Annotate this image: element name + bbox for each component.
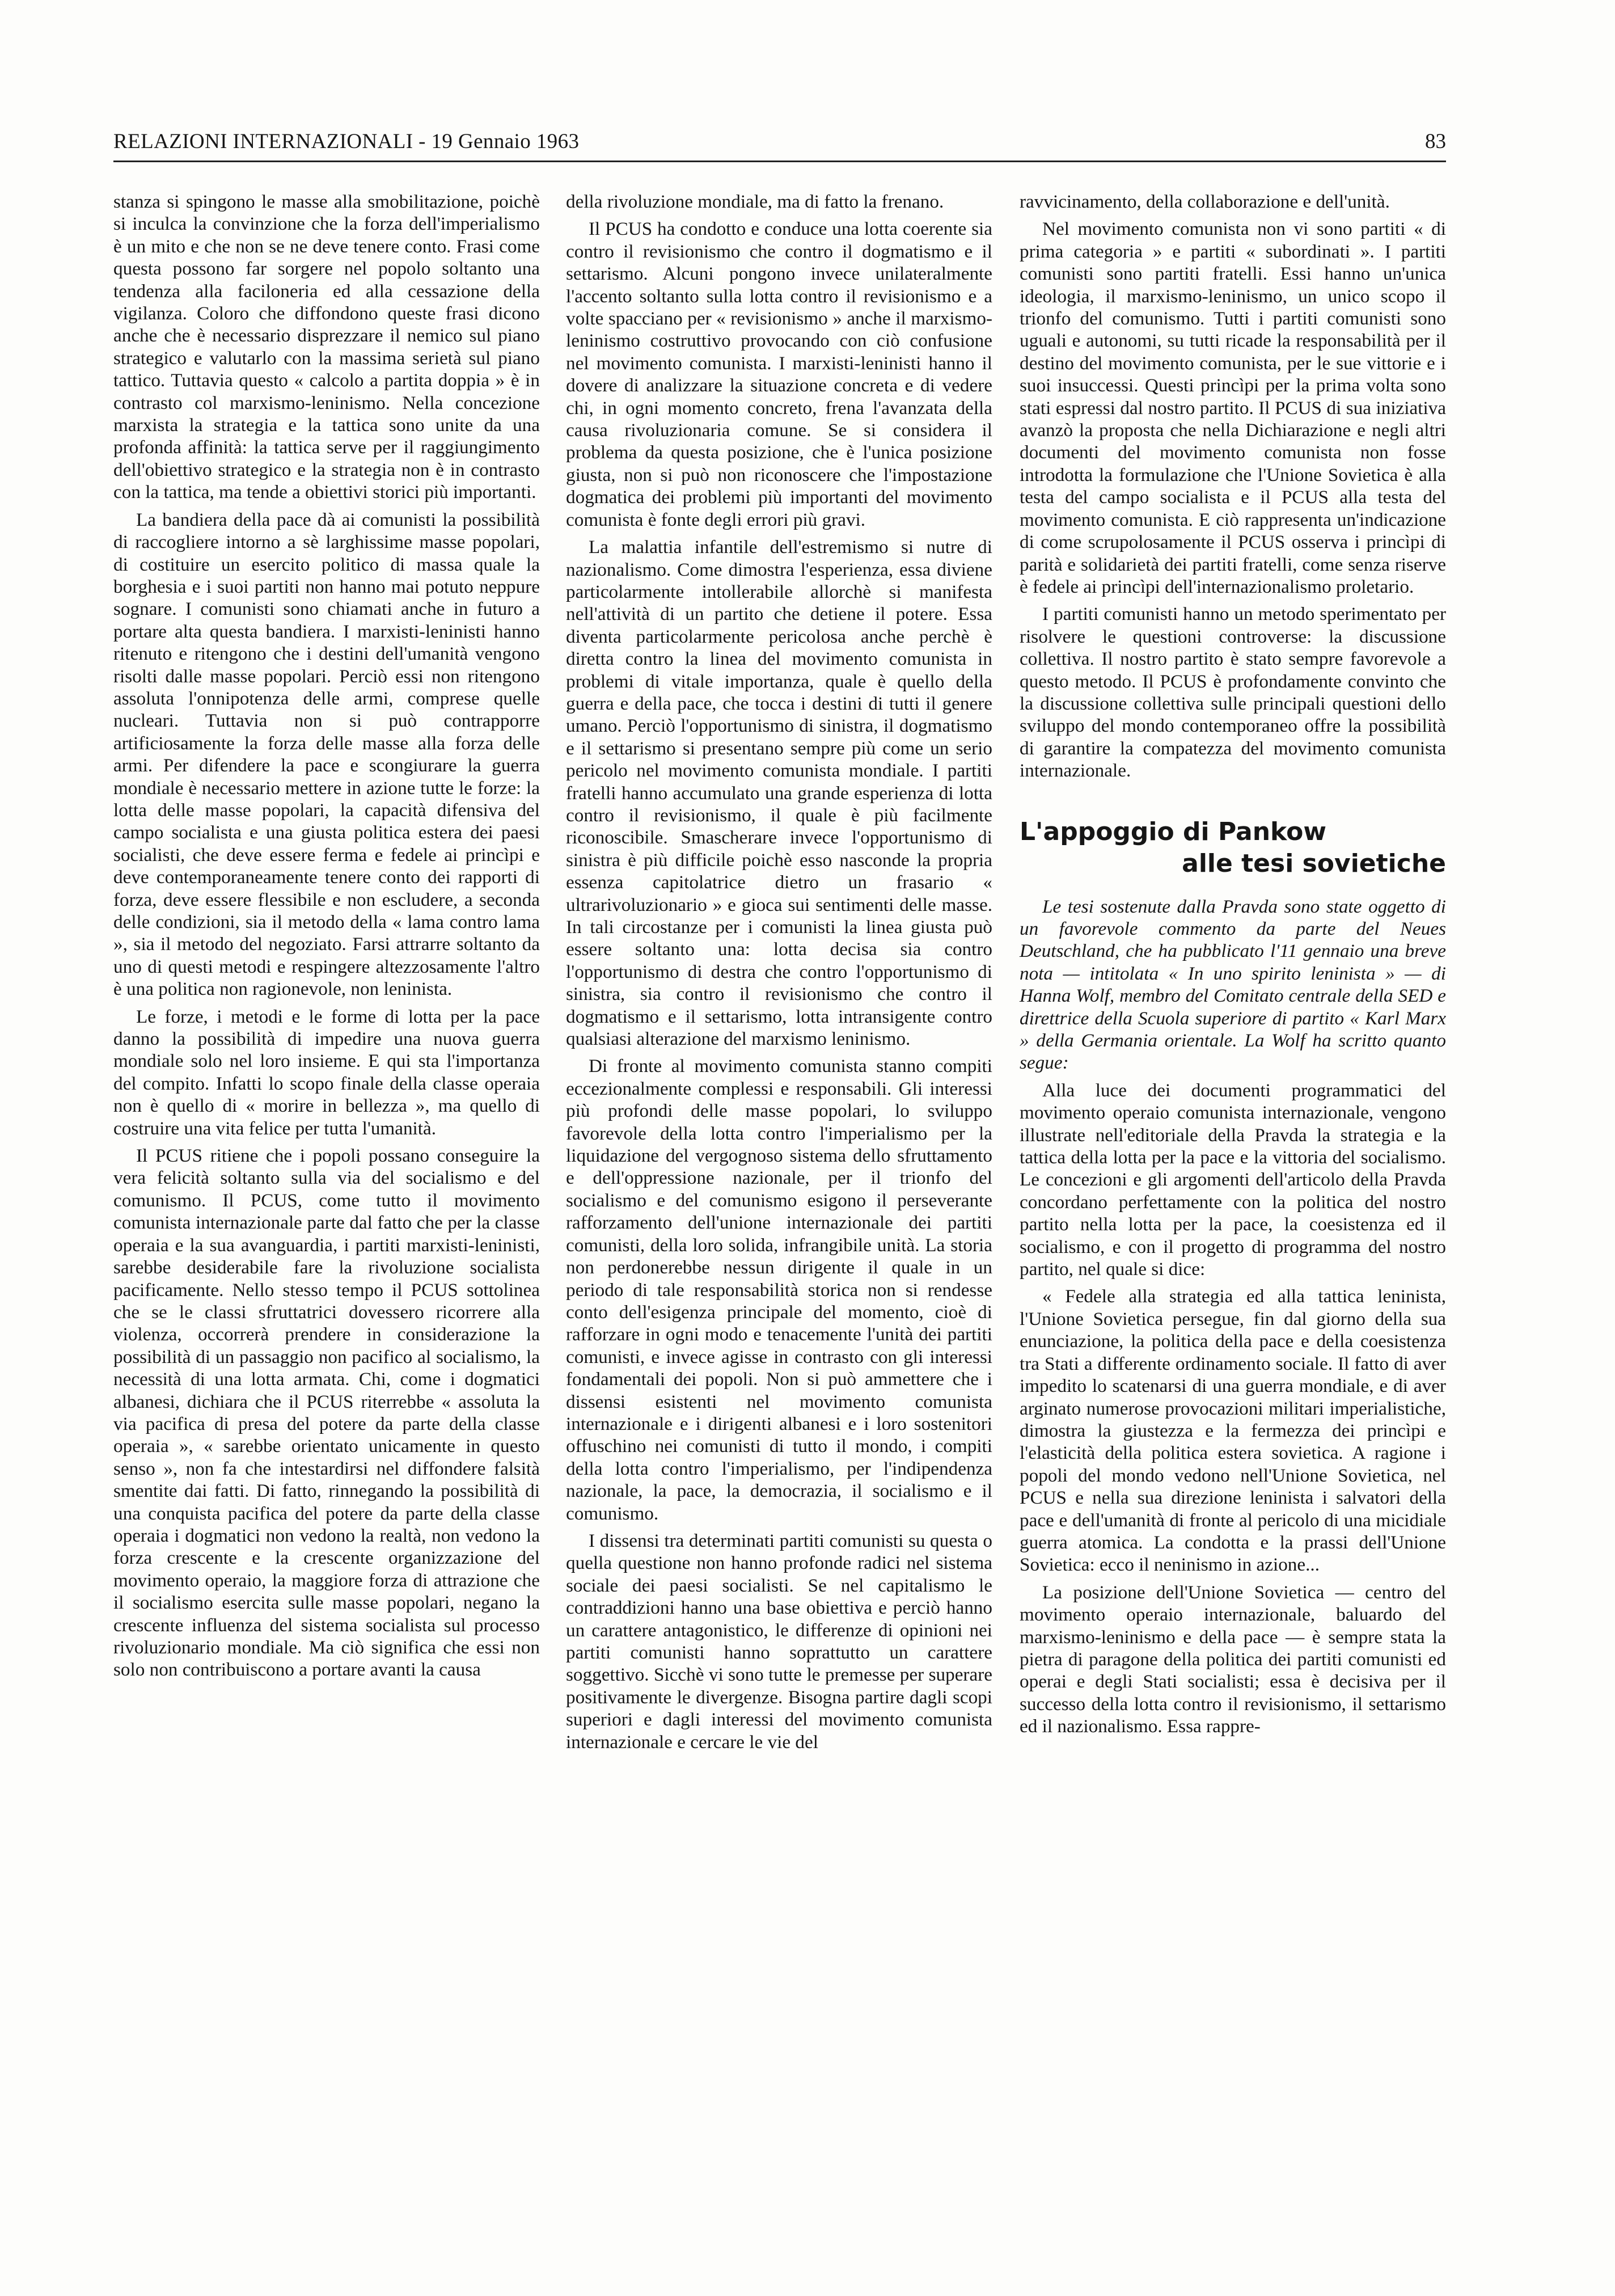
column-1: [113, 191, 540, 1686]
header-rule: [113, 161, 1446, 162]
paragraph: Di fronte al movimento comunista stanno compiti eccezionalmente complessi e responsabili. Gli interessi più profondi delle masse popolari, lo sviluppo favorevole della lotta contro l'imperialismo per la liquidazione del vergognoso sistema dello sfruttamento e dell'oppressione nazionale, per il trionfo del socialismo e del comunismo esigono il perseverante rafforzamento dell'unione internazionale dei partiti comunisti, della loro solida, infrangibile unità. La storia non perdonerebbe nessun dirigente il quale in un periodo di tale responsabilità storica non si rendesse conto dell'esigenza principale del momento, cioè di rafforzare in ogni modo e tenacemente l'unità dei partiti comunisti, e invece agisse in contrasto con gli interessi fondamentali dei popoli. Non si può ammettere che i dissensi esistenti nel movimento comunista internazionale e i dirigenti albanesi e i loro sostenitori offuschino nei comunisti di tutto il mondo, i compiti della lotta contro l'imperialismo, per l'indipendenza nazionale, la pace, la democrazia, il socialismo e il comunismo.: [566, 1056, 992, 1524]
paragraph: La bandiera della pace dà ai comunisti la possibilità di raccogliere intorno a sè larghissime masse popolari, di costituire un esercito politico di massa quale la borghesia e i suoi partiti non hanno mai potuto neppure sognare. I comunisti sono chiamati anche in futuro a portare alta questa bandiera. I marxisti-leninisti hanno ritenuto e ritengono che i destini dell'umanità vengono risolti dalle masse popolari. Perciò essi non ritengono assoluta l'onnipotenza delle armi, comprese quelle nucleari. Tuttavia non si può contrapporre artificiosamente la forza delle masse alla forza delle armi. Per difendere la pace e scongiurare la guerra mondiale è necessario mettere in azione tutte le forze: la lotta delle masse popolari, la capacità difensiva del campo socialista e una giusta politica estera dei paesi socialisti, che deve essere ferma e fedele ai princìpi e deve contemporaneamente tenere conto dei rapporti di forza, deve essere flessibile e non escludere, a seconda delle condizioni, sia il metodo della « lama contro lama », sia il metodo del negoziato. Farsi attrarre soltanto da uno di questi metodi e respingere altezzosamente l'altro è una politica non ragionevole, non leninista.: [113, 509, 540, 1000]
page-number: 83: [1425, 130, 1446, 153]
column-2: [566, 191, 992, 1758]
paragraph: Il PCUS ha condotto e conduce una lotta coerente sia contro il revisionismo che contro il dogmatismo e il settarismo. Alcuni pongono invece unilateralmente l'accento soltanto sulla lotta contro il revisionismo e a volte spacciano per « revisionismo » anche il marxismo-leninismo costruttivo provocando con ciò confusione nel movimento comunista. I marxisti-leninisti hanno il dovere di analizzare la situazione concreta e di vedere chi, in ogni momento concreto, frena l'avanzata della causa rivoluzionaria comune. Se si considera il problema da questa posizione, che è l'unica posizione giusta, non si può non riconoscere che l'impostazione dogmatica dei problemi più importanti del movimento comunista è fonte degli errori più gravi.: [566, 218, 992, 530]
paragraph: Alla luce dei documenti programmatici del movimento operaio comunista internazionale, vengono illustrate nell'editoriale della Pravda la strategia e la tattica della lotta per la pace e la vittoria del socialismo. Le concezioni e gli argomenti dell'articolo della Pravda concordano perfettamente con la politica del nostro partito nella lotta per la pace, la coesistenza ed il socialismo, e con il progetto di programma del nostro partito, nel quale si dice:: [1020, 1079, 1446, 1280]
paragraph: ravvicinamento, della collaborazione e dell'unità.: [1020, 191, 1390, 212]
paragraph: La posizione dell'Unione Sovietica — centro del movimento operaio internazionale, baluardo del marxismo-leninismo e della pace — è sempre stata la pietra di paragone della politica dei partiti comunisti ed operai e degli Stati socialisti; essa è decisiva per il successo della lotta contro il revisionismo, il settarismo ed il nazionalismo. Essa rappre-: [1020, 1581, 1446, 1737]
paragraph: « Fedele alla strategia ed alla tattica leninista, l'Unione Sovietica persegue, fin dal giorno della sua enunciazione, la politica della pace e della coesistenza tra Stati a differente ordinamento sociale. Il fatto di aver impedito lo scatenarsi di una guerra mondiale, e di aver arginato numerose provocazioni militari imperialistiche, dimostra la giustezza e la fermezza dei princìpi e l'elasticità della politica estera sovietica. A ragione i popoli del mondo vedono nell'Unione Sovietica, nel PCUS e nella sua direzione leninista i salvatori della pace e dell'umanità di fronte al pericolo di una micidiale guerra atomica. La condotta e la prassi dell'Unione Sovietica: ecco il neninismo in azione...: [1020, 1286, 1446, 1576]
paragraph: Le forze, i metodi e le forme di lotta per la pace danno la possibilità di impedire una nuova guerra mondiale solo nel loro insieme. E qui sta l'importanza del compito. Infatti lo scopo finale della classe operaia non è quello di « morire in bellezza », ma quello di costruire una vita felice per tutta l'umanità.: [113, 1006, 540, 1139]
section-title-line-1: L'appoggio di Pankow: [1020, 817, 1326, 846]
paragraph: I partiti comunisti hanno un metodo sperimentato per risolvere le questioni controverse: la discussione collettiva. Il nostro partito è stato sempre favorevole a questo metodo. Il PCUS è profondamente convinto che la discussione collettiva sulle principali questioni dello sviluppo del mondo contemporaneo offre la possibilità di garantire la compatezza del movimento comunista internazionale.: [1020, 603, 1446, 782]
paragraph: della rivoluzione mondiale, ma di fatto la frenano.: [566, 191, 944, 212]
column-3: [1020, 191, 1446, 1743]
paragraph: Il PCUS ritiene che i popoli possano conseguire la vera felicità soltanto sulla via del socialismo e del comunismo. Il PCUS, come tutto il movimento comunista internazionale parte dal fatto che per la classe operaia e la sua avanguardia, i partiti marxisti-leninisti, sarebbe desiderabile fare la rivoluzione socialista pacificamente. Nello stesso tempo il PCUS sottolinea che se le classi sfruttatrici dovessero ricorrere alla violenza, occorrerà prendere in considerazione la possibilità di un passaggio non pacifico al socialismo, la necessità di una lotta armata. Chi, come i dogmatici albanesi, dichiara che il PCUS riterrebbe « assoluta la via pacifica di presa del potere da parte della classe operaia », « sarebbe orientato unicamente in questo senso », non fa che intestardirsi nel diffondere falsità smentite dai fatti. Di fatto, rinnegando la possibilità di una conquista pacifica del potere da parte della classe operaia i dogmatici non vedono la realtà, non vedono la forza crescente e la crescente organizzazione del movimento operaio, la maggiore forza di attrazione che il socialismo esercita sulle masse popolari, negano la crescente influenza del sistema socialista sul processo rivoluzionario mondiale. Ma ciò significa che essi non solo non contribuiscono a portare avanti la causa: [113, 1145, 540, 1681]
section-title-line-2: alle tesi sovietiche: [1182, 849, 1446, 878]
paragraph: stanza si spingono le masse alla smobilitazione, poichè si inculca la convinzione che la forza dell'imperialismo è un mito e che non se ne deve tenere conto. Frasi come questa possono far sorgere nel popolo soltanto una tendenza alla faciloneria ed alla cessazione della vigilanza. Coloro che diffondono queste frasi dicono anche che è necessario disprezzare il nemico sul piano strategico e valutarlo con la massima serietà sul piano tattico. Tuttavia questo « calcolo a partita doppia » è in contrasto col marxismo-leninismo. Nella concezione marxista la strategia e la tattica sono unite da una profonda affinità: la tattica serve per il raggiungimento dell'obiettivo strategico e la strategia non è in contrasto con la tattica, ma tende a obiettivi storici più importanti.: [113, 191, 540, 503]
paragraph: La malattia infantile dell'estremismo si nutre di nazionalismo. Come dimostra l'esperienza, essa diviene particolarmente intollerabile allorchè si manifesta nell'attività di un partito che detiene il potere. Essa diventa particolarmente pericolosa anche perchè è diretta contro la linea del movimento comunista in problemi di vitale importanza, quale è quello della guerra e della pace, che tocca i destini di tutti il genere umano. Perciò l'opportunismo di sinistra, il dogmatismo e il settarismo si presentano sempre più come un serio pericolo nel movimento comunista mondiale. I partiti fratelli hanno accumulato una grande esperienza di lotta contro il revisionismo, il quale è più facilmente riconoscibile. Smascherare invece l'opportunismo di sinistra è più difficile poichè esso nasconde la propria essenza capitolatrice dietro un frasario « ultrarivoluzionario » e gioca sui sentimenti delle masse. In tali circostanze per i comunisti la linea giusta può essere soltanto una: lotta decisa sia contro l'opportunismo di destra che contro l'opportunismo di sinistra, sia contro il revisionismo che contro il dogmatismo e il settarismo, lotta intransigente contro qualsiasi alterazione del marxismo leninismo.: [566, 537, 992, 1050]
paragraph: I dissensi tra determinati partiti comunisti su questa o quella questione non hanno profonde radici nel sistema sociale dei paesi socialisti. Se nel capitalismo le contraddizioni hanno una base obiettiva e perciò hanno un carattere antagonistico, le differenze di opinioni nei partiti comunisti hanno soprattutto un carattere soggettivo. Sicchè vi sono tutte le premesse per superare positivamente le divergenze. Bisogna partire dagli scopi superiori e dagli interessi del movimento comunista internazionale e cercare le vie del: [566, 1530, 992, 1753]
section-title: [1020, 816, 1446, 880]
publication-title: RELAZIONI INTERNAZIONALI - 19 Gennaio 1963: [113, 130, 580, 153]
page-header: [113, 129, 1446, 159]
paragraph: Nel movimento comunista non vi sono partiti « di prima categoria » e partiti « subordinati ». I partiti comunisti sono partiti fratelli. Essi hanno un'unica ideologia, il marxismo-leninismo, un unico scopo il trionfo del comunismo. Tutti i partiti comunisti sono uguali e autonomi, su tutti ricade la responsabilità per il destino del movimento comunista, per le sue vittorie e i suoi insuccessi. Questi princìpi per la prima volta sono stati espressi dal nostro partito. Il PCUS di sua iniziativa avanzò la proposta che nella Dichiarazione e negli altri documenti del movimento comunista non fosse introdotta la formulazione che l'Unione Sovietica è alla testa del campo socialista e il PCUS alla testa del movimento comunista. E ciò rappresenta un'indicazione di come scrupolosamente il PCUS osserva i princìpi di parità e solidarietà dei partiti fratelli, come senza riserve è fedele ai princìpi dell'internazionalismo proletario.: [1020, 218, 1446, 597]
article-intro: Le tesi sostenute dalla Pravda sono state oggetto di un favorevole commento da parte del Neues Deutschland, che ha pubblicato l'11 gennaio una breve nota — intitolata « In uno spirito leninista » — di Hanna Wolf, membro del Comitato centrale della SED e direttrice della Scuola superiore di partito « Karl Marx » della Germania orientale. La Wolf ha scritto quanto segue:: [1020, 896, 1446, 1074]
